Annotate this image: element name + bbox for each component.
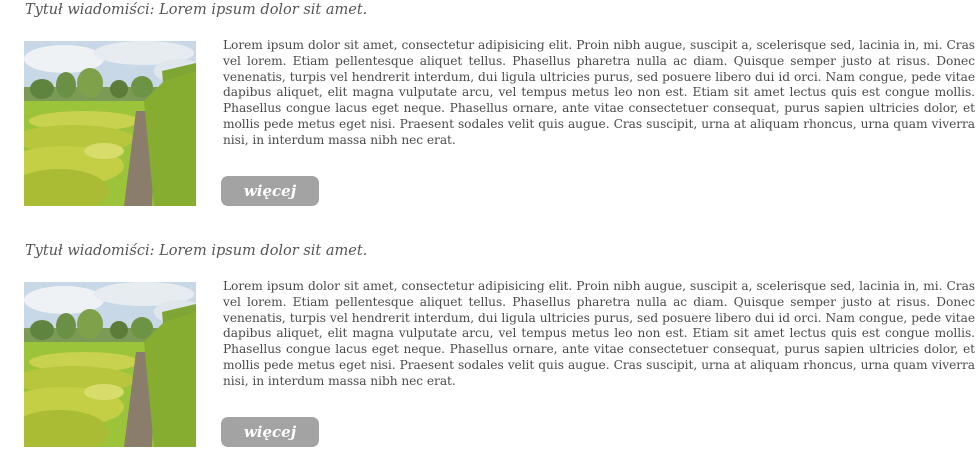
garden-photo[interactable] <box>24 282 196 447</box>
more-button[interactable]: więcej <box>221 176 319 206</box>
news-title: Tytuł wiadomiści: Lorem ipsum dolor sit amet. <box>25 2 368 18</box>
news-title: Tytuł wiadomiści: Lorem ipsum dolor sit amet. <box>25 243 368 259</box>
news-item <box>0 0 979 230</box>
garden-photo[interactable] <box>24 41 196 206</box>
news-body: Lorem ipsum dolor sit amet, consectetur adipisicing elit. Proin nibh augue, suscipit a, scelerisque sed, lacinia in, mi. Cras vel lorem. Etiam pellentesque aliquet tellus. Phasellus pharetra nulla ac diam. Quisque semper justo at risus. Donec venenatis, turpis vel hendrerit interdum, dui ligula ultricies purus, sed posuere libero dui id orci. Nam congue, pede vitae dapibus aliquet, elit magna vulputate arcu, vel tempus metus leo non est. Etiam sit amet lectus quis est congue mollis. Phasellus congue lacus eget neque. Phasellus ornare, ante vitae consectetuer consequat, purus sapien ultricies dolor, et mollis pede metus eget nisi. Praesent sodales velit quis augue. Cras suscipit, urna at aliquam rhoncus, urna quam viverra nisi, in interdum massa nibh nec erat. <box>223 279 975 388</box>
news-item <box>0 241 979 471</box>
news-body: Lorem ipsum dolor sit amet, consectetur adipisicing elit. Proin nibh augue, suscipit a, scelerisque sed, lacinia in, mi. Cras vel lorem. Etiam pellentesque aliquet tellus. Phasellus pharetra nulla ac diam. Quisque semper justo at risus. Donec venenatis, turpis vel hendrerit interdum, dui ligula ultricies purus, sed posuere libero dui id orci. Nam congue, pede vitae dapibus aliquet, elit magna vulputate arcu, vel tempus metus leo non est. Etiam sit amet lectus quis est congue mollis. Phasellus congue lacus eget neque. Phasellus ornare, ante vitae consectetuer consequat, purus sapien ultricies dolor, et mollis pede metus eget nisi. Praesent sodales velit quis augue. Cras suscipit, urna at aliquam rhoncus, urna quam viverra nisi, in interdum massa nibh nec erat. <box>223 38 975 147</box>
more-button[interactable]: więcej <box>221 417 319 447</box>
